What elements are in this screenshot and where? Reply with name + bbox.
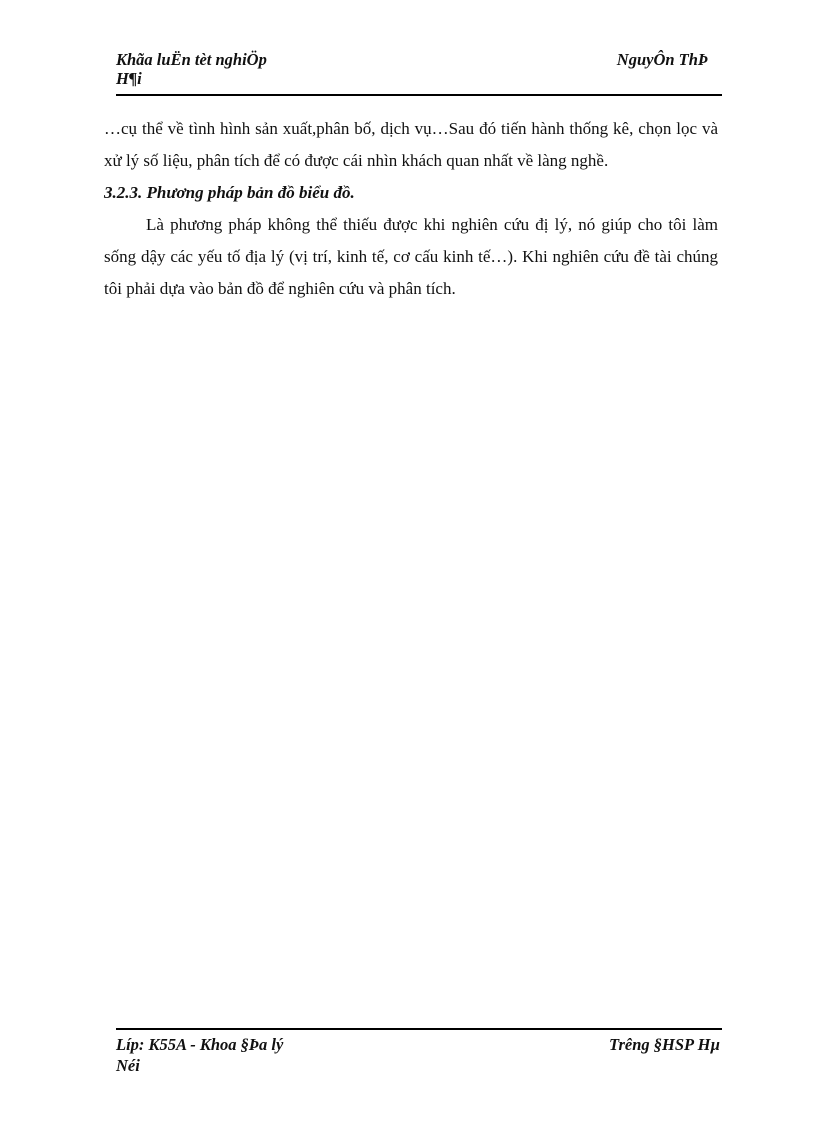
header-left: [116, 50, 436, 88]
section-heading: 3.2.3. Phương pháp bản đồ biểu đồ.: [104, 183, 355, 202]
header-left-line2: H¶i: [116, 69, 142, 88]
header-right: NguyÔn ThÞ: [616, 50, 708, 69]
footer-left: [116, 1034, 416, 1076]
page-header: [116, 50, 722, 96]
footer-left-line1: Líp: K55A - Khoa §Þa lý: [116, 1035, 284, 1054]
footer-right: Trêng §HSP Hµ: [609, 1035, 720, 1054]
paragraph-1: …cụ thể về tình hình sản xuất,phân bố, dịch vụ…Sau đó tiến hành thống kê, chọn lọc và xử lý số liệu, phân tích để có được cái nhìn khách quan nhất về làng nghề.: [104, 119, 718, 170]
paragraph-2: Là phương pháp không thể thiếu được khi nghiên cứu đị lý, nó giúp cho tôi làm sống dậy các yếu tố địa lý (vị trí, kinh tế, cơ cấu kinh tế…). Khi nghiên cứu đề tài chúng tôi phải dựa vào bản đồ để nghiên cứu và phân tích.: [104, 215, 718, 298]
footer-rule: [116, 1028, 722, 1030]
footer-left-line2: Néi: [116, 1056, 140, 1075]
document-body: [104, 113, 718, 305]
header-left-line1: Khãa luËn tèt nghiÖp: [116, 50, 267, 69]
